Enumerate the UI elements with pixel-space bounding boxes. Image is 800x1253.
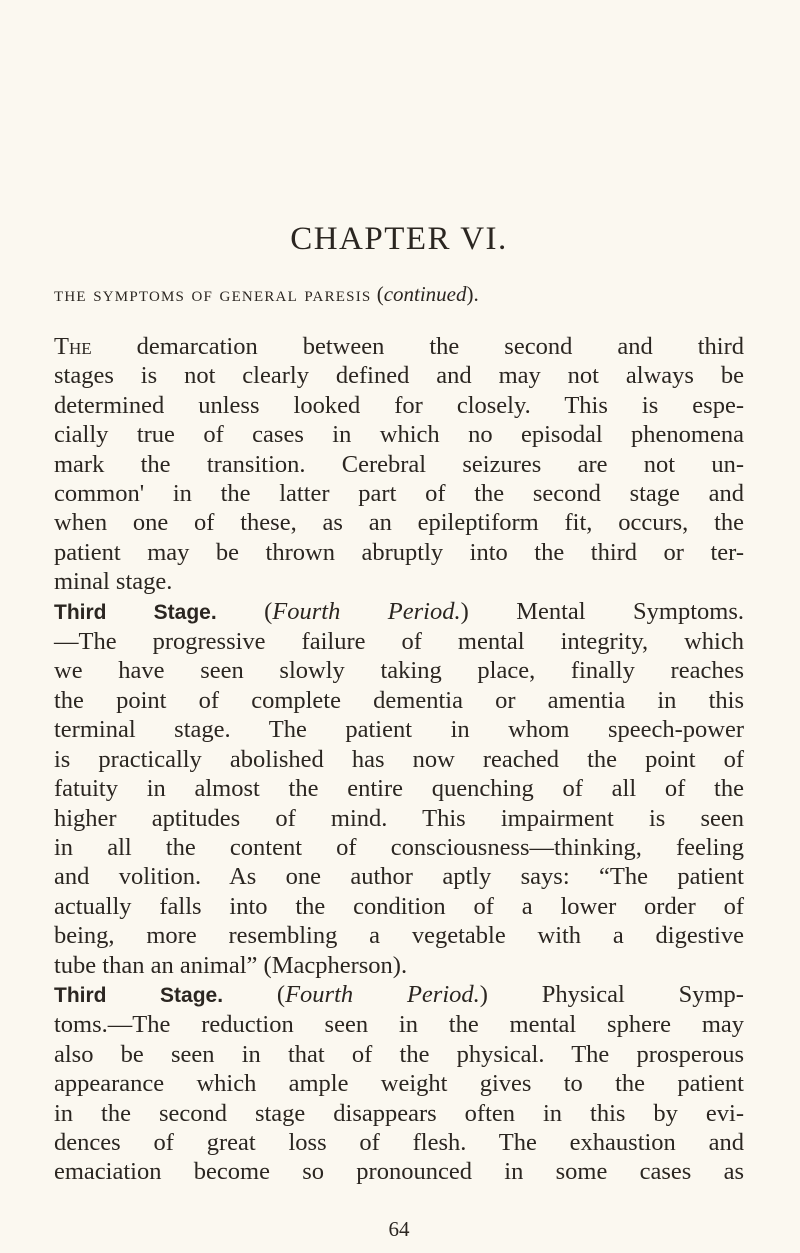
text-line: higher aptitudes of mind. This impairment is seen [54,804,744,832]
period-label: Fourth Period. [285,980,480,1008]
text-line: also be seen in that of the physical. The prosperous [54,1040,744,1068]
text-line: patient may be thrown abruptly into the third or ter- [54,538,744,566]
page-number: 64 [388,1217,410,1241]
text-line: is practically abolished has now reached the point of [54,745,744,773]
text-line: determined unless looked for closely. This is espe- [54,391,744,419]
text-line: tube than an animal” (Macpherson). [54,951,408,979]
line-text: demarcation between the second and third [91,333,744,360]
subheading-continued: continued [383,282,467,306]
text-line: cially true of cases in which no episodal phenomena [54,421,744,449]
text-line: emaciation become so pronounced in some cases as [54,1158,744,1186]
chapter-title: CHAPTER VI. [290,221,508,257]
stage-label: Third Stage. [54,600,217,624]
text-line: when one of these, as an epileptiform fit, occurs, the [54,509,744,537]
subheading-open-paren: ( [371,282,384,306]
period-label: Fourth Period. [272,597,461,625]
text-line: appearance which ample weight gives to the patient [54,1070,744,1098]
text-line: terminal stage. The patient in whom speech-power [54,716,744,744]
stage-label: Third Stage. [54,983,224,1007]
text-line: the point of complete dementia or amentia in this [54,686,744,714]
section-heading-mental [54,597,744,627]
text-line: dences of great loss of flesh. The exhaustion and [54,1128,744,1156]
subheading-close-paren: ). [466,282,479,306]
text-line [54,332,744,361]
text-line: mark the transition. Cerebral seizures are not un- [54,450,744,478]
open-paren: ( [223,980,286,1008]
text-line: minal stage. [54,568,173,596]
text-line: in all the content of consciousness—thinking, feeling [54,833,744,861]
text-line: toms.—The reduction seen in the mental sphere may [54,1011,744,1039]
section-heading-physical [54,980,744,1010]
chapter-subheading [54,282,744,307]
body-text [54,332,744,1187]
section-title: ) Physical Symp- [479,980,744,1008]
open-paren: ( [216,597,273,625]
text-line: fatuity in almost the entire quenching of all of the [54,775,744,803]
section-title: ) Mental Symptoms. [460,597,744,625]
text-line: actually falls into the condition of a lower order of [54,892,744,920]
text-line: stages is not clearly defined and may not always be [54,362,744,390]
subheading-main: the symptoms of general paresis [54,282,372,306]
book-page [54,0,744,1253]
text-line: common' in the latter part of the second stage and [54,480,744,508]
text-line: —The progressive failure of mental integrity, which [54,628,744,656]
lead-word: The [54,333,92,360]
text-line: we have seen slowly taking place, finally reaches [54,657,744,685]
text-line: in the second stage disappears often in this by evi- [54,1099,744,1127]
text-line: being, more resembling a vegetable with a digestive [54,922,744,950]
text-line: and volition. As one author aptly says: “The patient [54,863,744,891]
